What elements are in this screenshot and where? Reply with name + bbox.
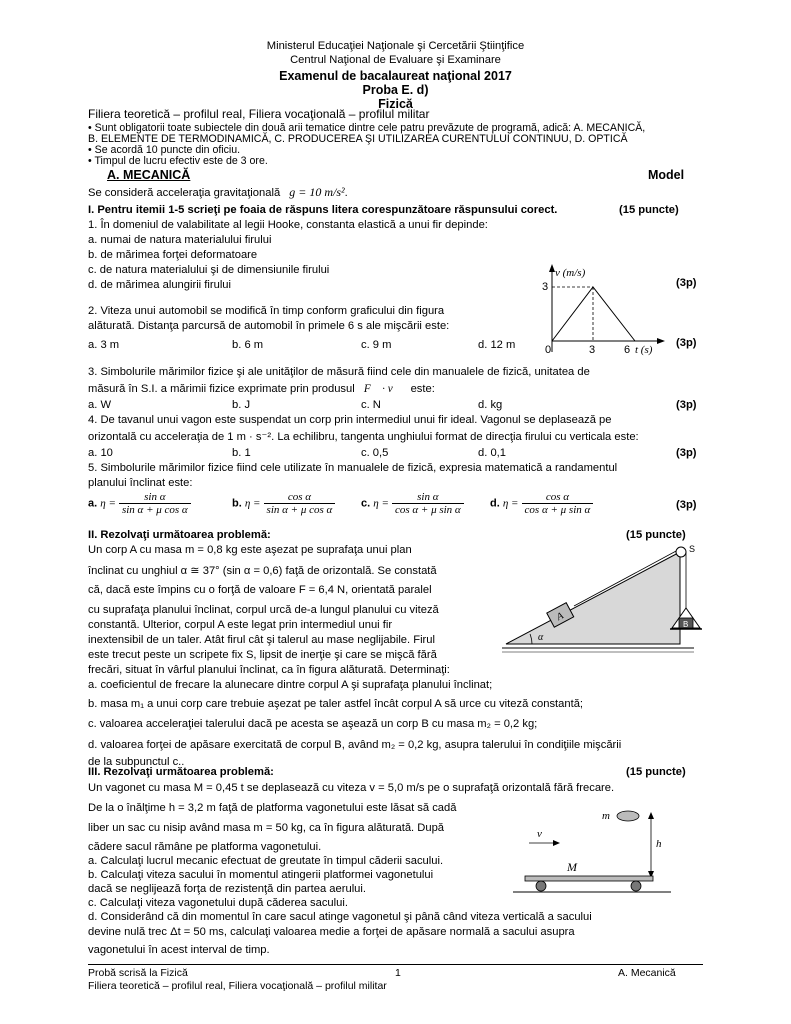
part3-item-d-line-2: devine nulă trec Δt = 50 ms, calculaţi valoarea medie a forţei de apăsare normală a sacului asupra — [88, 926, 575, 938]
part2-item-d-line-2: de la subpunctul c.. — [88, 756, 185, 768]
q2-option-d: d. 12 m — [478, 339, 516, 351]
part1-points: (15 puncte) — [619, 204, 679, 216]
part2-line-2: înclinat cu unghiul α ≅ 37° (sin α = 0,6) faţă de orizontală. Se constată — [88, 565, 437, 577]
q5-d-numerator: cos α — [522, 491, 594, 504]
q3-option-c: c. N — [361, 399, 381, 411]
instruction-bullet-3: • Timpul de lucru efectiv este de 3 ore. — [88, 155, 268, 167]
q5-c-numerator: sin α — [392, 491, 464, 504]
q4-text-line-2: orizontală cu acceleraţia de 1 m · s⁻². La echilibru, tangenta unghiului format de direcţia firului cu verticala este: — [88, 431, 639, 443]
center-name: Centrul Naţional de Evaluare şi Examinare — [290, 54, 501, 66]
graph-velocity-line — [552, 287, 635, 341]
footer-page-number: 1 — [395, 967, 401, 979]
part3-title: III. Rezolvaţi următoarea problemă: — [88, 766, 274, 778]
footer-divider — [88, 964, 703, 965]
q5-a-denominator: sin α + μ cos α — [121, 504, 188, 516]
pulley-S — [676, 547, 686, 557]
q3-product: F⃗ · v⃗ — [363, 383, 402, 395]
exam-title: Examenul de bacalaureat naţional 2017 — [279, 69, 512, 83]
q2-option-c: c. 9 m — [361, 339, 392, 351]
q5-option-b — [232, 491, 335, 516]
q5-b-denominator: sin α + μ cos α — [266, 504, 333, 516]
q3-text: măsură în S.I. a mărimii fizice exprimate prin produsul — [88, 383, 355, 395]
q3-points: (3p) — [676, 399, 697, 411]
q2-option-a: a. 3 m — [88, 339, 120, 351]
part2-line-8: frecări, situat în vârful planului înclinat, ca în figura alăturată. Determinaţi: — [88, 664, 450, 676]
part3-line-4: cădere sacul rămâne pe platforma vagonetului. — [88, 841, 322, 853]
q5-a-label: a. — [88, 497, 98, 510]
part2-item-a: a. coeficientul de frecare la alunecare dintre corpul A şi suprafaţa planului înclinat; — [88, 679, 493, 691]
gravity-end: . — [344, 187, 348, 199]
proba-title: Proba E. d) — [362, 83, 429, 97]
part3-item-c: c. Calculaţi viteza vagonetului după căderea sacului. — [88, 897, 348, 909]
q1-option-a: a. numai de natura materialului firului — [88, 234, 272, 246]
footer-left: Probă scrisă la Fizică — [88, 967, 188, 979]
part3-item-d-line-1: d. Considerând că din momentul în care sacul atinge vagonetul şi până când viteza verticală a sacului — [88, 911, 592, 923]
model-label: Model — [648, 168, 685, 182]
inclined-plane — [506, 552, 680, 644]
q5-option-c — [361, 491, 464, 516]
graph-x-label: t (s) — [635, 344, 653, 356]
q3-text-line-2 — [88, 383, 435, 395]
q5-a-fraction — [119, 491, 191, 516]
q2-text-line-1: 2. Viteza unui automobil se modifică în timp conform graficului din figura — [88, 305, 445, 317]
wagon-wheel-right — [631, 881, 641, 891]
q5-text-line-1: 5. Simbolurile mărimilor fizice fiind cele utilizate în manualele de fizică, expresia matematică a randamentul — [88, 462, 618, 474]
q5-d-label: d. — [490, 497, 500, 510]
q4-option-b: b. 1 — [232, 447, 251, 459]
body-A-label: A — [554, 610, 566, 623]
q3-text-line-1: 3. Simbolurile mărimilor fizice şi ale unităţilor de măsură fiind cele din manualele de fizică, unitatea de — [88, 366, 590, 378]
wagon-mass-label: M — [567, 860, 577, 874]
q5-a-numerator: sin α — [119, 491, 191, 504]
part2-line-3: că, dacă este împins cu o forţă de valoare F = 6,4 N, orientată paralel — [88, 584, 432, 596]
part3-points: (15 puncte) — [626, 766, 686, 778]
body-B-label: B — [683, 620, 689, 629]
q3-option-a: a. W — [88, 399, 111, 411]
velocity-label: v⃗ — [537, 828, 551, 840]
wagon-platform — [525, 876, 653, 881]
q4-points: (3p) — [676, 447, 697, 459]
filiera-text: Filiera teoretică – profilul real, Filiera vocaţională – profilul militar — [88, 107, 430, 121]
part3-item-b-line-2: dacă se neglijează forţa de rezistenţă din partea aerului. — [88, 883, 366, 895]
gravity-text: Se consideră acceleraţia gravitaţională — [88, 187, 281, 199]
part2-line-4: cu suprafaţa planului înclinat, corpul urcă de-a lungul planului cu viteză — [88, 604, 439, 616]
height-label: h — [656, 838, 662, 850]
q3-text-end: este: — [410, 383, 435, 395]
wagon-wheel-left — [536, 881, 546, 891]
part3-item-b-line-1: b. Calculaţi viteza sacului în momentul atingerii platformei vagonetului — [88, 869, 434, 881]
footer-right: A. Mecanică — [618, 967, 676, 979]
part1-title: I. Pentru itemii 1-5 scrieţi pe foaia de răspuns litera corespunzătoare răspunsului corect. — [88, 204, 558, 216]
part3-line-3: liber un sac cu nisip având masa m = 50 kg, ca în figura alăturată. După — [88, 822, 445, 834]
part2-line-6: inextensibil de un taler. Atât firul cât şi talerul au mase neglijabile. Firul — [88, 634, 435, 646]
q5-b-eta: η = — [244, 497, 261, 510]
graph-y-tick: 3 — [542, 281, 549, 293]
q5-b-fraction — [264, 491, 336, 516]
graph-y-label: v (m/s) — [555, 267, 586, 279]
q1-text: 1. În domeniul de valabilitate al legii Hooke, constanta elastică a unui fir depinde: — [88, 219, 488, 231]
graph-x-tick-6: 6 — [624, 344, 631, 356]
q5-option-a — [88, 491, 191, 516]
gravity-statement — [88, 185, 348, 200]
height-arrow-top — [648, 812, 654, 819]
angle-label: α — [538, 632, 544, 643]
footer-bottom: Filiera teoretică – profilul real, Filiera vocaţională – profilul militar — [88, 980, 387, 992]
part2-item-b: b. masa m₁ a unui corp care trebuie aşezat pe taler astfel încât corpul A să urce cu viteză constantă; — [88, 698, 584, 710]
q5-c-label: c. — [361, 497, 371, 510]
sand-bag — [617, 811, 639, 821]
q1-points: (3p) — [676, 277, 697, 289]
q4-option-a: a. 10 — [88, 447, 113, 459]
graph-x-tick-0: 0 — [545, 344, 552, 356]
q2-text-line-2: alăturată. Distanţa parcursă de automobil în primele 6 s ale mişcării este: — [88, 320, 450, 332]
part3-line-2: De la o înălţime h = 3,2 m faţă de platforma vagonetului este lăsat să cadă — [88, 802, 457, 814]
ministry-name: Ministerul Educaţiei Naţionale şi Cercetării Ştiinţifice — [266, 40, 525, 52]
q4-text-line-1: 4. De tavanul unui vagon este suspendat un corp prin intermediul unui fir ideal. Vagonul se deplasează pe — [88, 414, 612, 426]
part2-line-1: Un corp A cu masa m = 0,8 kg este aşezat pe suprafaţa unui plan — [88, 544, 412, 556]
part3-line-1: Un vagonet cu masa M = 0,45 t se deplasează cu viteza v = 5,0 m/s pe o suprafaţă orizontală fără frecare. — [88, 782, 615, 794]
section-title: A. MECANICĂ — [107, 168, 191, 182]
q3-option-d: d. kg — [478, 399, 503, 411]
part2-line-7: este trecut peste un scripete fix S, lipsit de inerţie şi care se mişcă fără — [88, 649, 437, 661]
part2-line-5: constantă. Ulterior, corpul A este legat prin intermediul unui fir — [88, 619, 393, 631]
instruction-bullet-1-line-2: B. ELEMENTE DE TERMODINAMICĂ, C. PRODUCEREA ŞI UTILIZAREA CURENTULUI CONTINUU, D. OPTICĂ — [88, 133, 628, 145]
q5-option-d — [490, 491, 593, 516]
q4-option-c: c. 0,5 — [361, 447, 389, 459]
velocity-arrowhead — [553, 840, 560, 846]
wagon-figure — [505, 805, 680, 900]
q5-a-eta: η = — [100, 497, 116, 510]
q1-option-b: b. de mărimea forţei deformatoare — [88, 249, 258, 261]
instruction-bullet-1-line-1: • Sunt obligatorii toate subiectele din două arii tematice dintre cele patru prevăzute de programă, adică: A. MECANICĂ, — [88, 122, 646, 134]
q5-text-line-2: planului înclinat este: — [88, 477, 193, 489]
part3-item-d-line-3: vagonetului în acest interval de timp. — [88, 944, 270, 956]
q3-option-b: b. J — [232, 399, 251, 411]
part2-item-d-line-1: d. valoarea forţei de apăsare exercitată de corpul B, având m₂ = 0,2 kg, asupra talerului în condiţiile mişcării — [88, 739, 622, 751]
q5-b-label: b. — [232, 497, 242, 510]
q1-option-d: d. de mărimea alungirii firului — [88, 279, 232, 291]
q5-d-fraction — [522, 491, 594, 516]
q5-c-denominator: cos α + μ sin α — [394, 504, 461, 516]
inclined-plane-figure — [502, 540, 702, 658]
q1-option-c: c. de natura materialului şi de dimensiunile firului — [88, 264, 330, 276]
q5-d-denominator: cos α + μ sin α — [524, 504, 591, 516]
q2-points: (3p) — [676, 337, 697, 349]
q4-option-d: d. 0,1 — [478, 447, 506, 459]
sand-bag-label: m — [602, 810, 610, 822]
q5-c-eta: η = — [373, 497, 389, 510]
subject-title: Fizică — [378, 97, 413, 111]
q5-b-numerator: cos α — [264, 491, 336, 504]
velocity-time-graph — [535, 262, 670, 360]
part2-title: II. Rezolvaţi următoarea problemă: — [88, 529, 271, 541]
graph-x-arrow — [657, 338, 665, 344]
part2-item-c: c. valoarea acceleraţiei talerului dacă pe acesta se aşează un corp B cu masa m₂ = 0,2 kg; — [88, 718, 538, 730]
gravity-formula: g = 10 m/s² — [289, 185, 345, 199]
q5-c-fraction — [392, 491, 464, 516]
q2-option-b: b. 6 m — [232, 339, 264, 351]
pulley-S-label: S — [689, 544, 696, 554]
graph-x-tick-3: 3 — [589, 344, 596, 356]
part3-item-a: a. Calculaţi lucrul mecanic efectuat de greutate în timpul căderii sacului. — [88, 855, 444, 867]
q5-points: (3p) — [676, 499, 697, 511]
part2-points: (15 puncte) — [626, 529, 686, 541]
instruction-bullet-2: • Se acordă 10 puncte din oficiu. — [88, 144, 241, 156]
q5-d-eta: η = — [502, 497, 519, 510]
